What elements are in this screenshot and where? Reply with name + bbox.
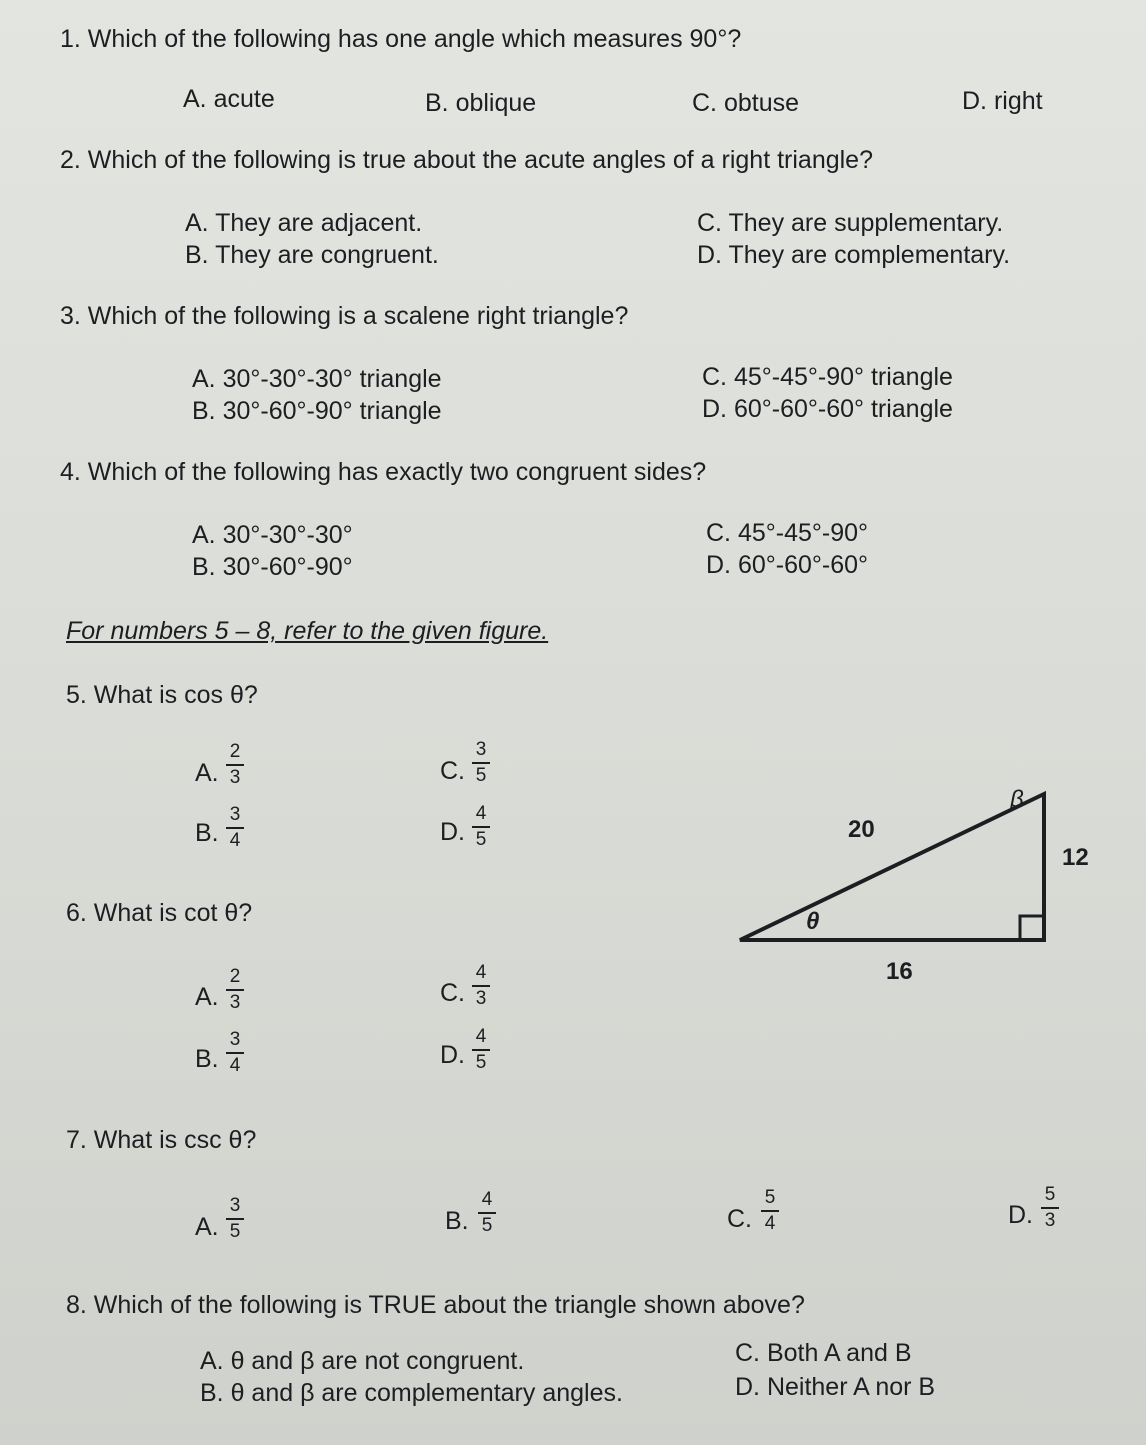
q6-choice-b-letter: B. bbox=[195, 1045, 219, 1073]
q7-choice-a-fraction bbox=[223, 1196, 247, 1242]
fraction-denominator: 3 bbox=[475, 988, 487, 1009]
fraction-bar bbox=[478, 1212, 496, 1214]
fraction-denominator: 3 bbox=[229, 767, 241, 788]
q6-choice-a-letter: A. bbox=[195, 983, 219, 1011]
right-angle-marker bbox=[1020, 916, 1044, 940]
fraction-bar bbox=[226, 1052, 244, 1054]
question-5: 5. What is cos θ? bbox=[66, 681, 258, 709]
vertical-side-label: 12 bbox=[1062, 844, 1089, 871]
triangle-outline bbox=[740, 794, 1044, 940]
q8-choice-c: C. Both A and B bbox=[735, 1339, 912, 1367]
question-8: 8. Which of the following is TRUE about the triangle shown above? bbox=[66, 1291, 805, 1319]
q8-choice-b: B. θ and β are complementary angles. bbox=[200, 1379, 623, 1407]
fraction-bar bbox=[226, 989, 244, 991]
q7-choice-b-fraction bbox=[475, 1190, 499, 1236]
q6-choice-d-fraction bbox=[469, 1027, 493, 1073]
fraction-numerator: 3 bbox=[229, 1029, 241, 1050]
fraction-denominator: 3 bbox=[1044, 1210, 1056, 1231]
question-6: 6. What is cot θ? bbox=[66, 899, 253, 927]
question-1: 1. Which of the following has one angle which measures 90°? bbox=[60, 25, 742, 53]
fraction-numerator: 3 bbox=[229, 1195, 241, 1216]
q1-choice-c: C. obtuse bbox=[692, 89, 800, 117]
fraction-denominator: 5 bbox=[475, 765, 487, 786]
fraction-bar bbox=[761, 1210, 779, 1212]
q1-choice-b: B. oblique bbox=[425, 89, 537, 117]
fraction-bar bbox=[472, 1049, 490, 1051]
q5-choice-c-fraction bbox=[469, 740, 493, 786]
q4-choice-d: D. 60°-60°-60° bbox=[706, 551, 869, 579]
q7-choice-b-letter: B. bbox=[445, 1207, 469, 1235]
fraction-numerator: 3 bbox=[229, 804, 241, 825]
q6-choice-a-fraction bbox=[223, 967, 247, 1013]
fraction-denominator: 5 bbox=[229, 1221, 241, 1242]
q6-choice-c-fraction bbox=[469, 963, 493, 1009]
q2-choice-c: C. They are supplementary. bbox=[697, 209, 1004, 237]
fraction-denominator: 4 bbox=[764, 1213, 776, 1234]
q3-choice-b: B. 30°-60°-90° triangle bbox=[192, 397, 442, 425]
q6-choice-c-letter: C. bbox=[440, 979, 465, 1007]
q2-choice-b: B. They are congruent. bbox=[185, 241, 439, 269]
q3-choice-a: A. 30°-30°-30° triangle bbox=[192, 365, 442, 393]
figure-reference-note: For numbers 5 – 8, refer to the given figure. bbox=[66, 617, 549, 645]
q5-choice-a-fraction bbox=[223, 742, 247, 788]
q4-choice-b: B. 30°-60°-90° bbox=[192, 553, 353, 581]
q6-choice-d-letter: D. bbox=[440, 1041, 465, 1069]
q3-choice-c: C. 45°-45°-90° triangle bbox=[702, 363, 953, 391]
q4-choice-a: A. 30°-30°-30° bbox=[192, 521, 353, 549]
beta-angle-label: β bbox=[1010, 786, 1024, 813]
fraction-numerator: 4 bbox=[475, 803, 487, 824]
fraction-numerator: 5 bbox=[764, 1187, 776, 1208]
fraction-numerator: 4 bbox=[481, 1189, 493, 1210]
q6-choice-b-fraction bbox=[223, 1030, 247, 1076]
q7-choice-a-letter: A. bbox=[195, 1213, 219, 1241]
theta-angle-label: θ bbox=[806, 908, 820, 935]
question-7: 7. What is csc θ? bbox=[66, 1126, 257, 1154]
q1-choice-a: A. acute bbox=[183, 85, 275, 113]
fraction-denominator: 5 bbox=[481, 1215, 493, 1236]
fraction-numerator: 4 bbox=[475, 1026, 487, 1047]
question-4: 4. Which of the following has exactly two congruent sides? bbox=[60, 458, 707, 486]
fraction-denominator: 4 bbox=[229, 1055, 241, 1076]
fraction-numerator: 5 bbox=[1044, 1184, 1056, 1205]
fraction-denominator: 5 bbox=[475, 829, 487, 850]
q7-choice-d-fraction bbox=[1038, 1185, 1062, 1231]
fraction-bar bbox=[226, 764, 244, 766]
q7-choice-c-letter: C. bbox=[727, 1205, 752, 1233]
q8-choice-d: D. Neither A nor B bbox=[735, 1373, 936, 1401]
fraction-numerator: 2 bbox=[229, 741, 241, 762]
fraction-numerator: 4 bbox=[475, 962, 487, 983]
q7-choice-d-letter: D. bbox=[1008, 1201, 1033, 1229]
q7-choice-c-fraction bbox=[758, 1188, 782, 1234]
question-2: 2. Which of the following is true about the acute angles of a right triangle? bbox=[60, 146, 873, 174]
question-3: 3. Which of the following is a scalene right triangle? bbox=[60, 302, 629, 330]
fraction-denominator: 5 bbox=[475, 1052, 487, 1073]
q2-choice-d: D. They are complementary. bbox=[697, 241, 1011, 269]
q1-choice-d: D. right bbox=[962, 87, 1043, 115]
fraction-bar bbox=[472, 985, 490, 987]
fraction-bar bbox=[472, 826, 490, 828]
q5-choice-b-fraction bbox=[223, 805, 247, 851]
fraction-bar bbox=[226, 827, 244, 829]
right-triangle-figure bbox=[720, 770, 1060, 970]
fraction-bar bbox=[226, 1218, 244, 1220]
fraction-numerator: 2 bbox=[229, 966, 241, 987]
fraction-bar bbox=[472, 762, 490, 764]
q3-choice-d: D. 60°-60°-60° triangle bbox=[702, 395, 953, 423]
q5-choice-c-letter: C. bbox=[440, 757, 465, 785]
q5-choice-b-letter: B. bbox=[195, 819, 219, 847]
fraction-denominator: 3 bbox=[229, 992, 241, 1013]
q5-choice-d-fraction bbox=[469, 804, 493, 850]
fraction-denominator: 4 bbox=[229, 830, 241, 851]
fraction-bar bbox=[1041, 1207, 1059, 1209]
q5-choice-d-letter: D. bbox=[440, 818, 465, 846]
q2-choice-a: A. They are adjacent. bbox=[185, 209, 423, 237]
fraction-numerator: 3 bbox=[475, 739, 487, 760]
base-label: 16 bbox=[886, 958, 913, 985]
q8-choice-a: A. θ and β are not congruent. bbox=[200, 1347, 525, 1375]
hypotenuse-label: 20 bbox=[848, 816, 875, 843]
q4-choice-c: C. 45°-45°-90° bbox=[706, 519, 869, 547]
q5-choice-a-letter: A. bbox=[195, 759, 219, 787]
